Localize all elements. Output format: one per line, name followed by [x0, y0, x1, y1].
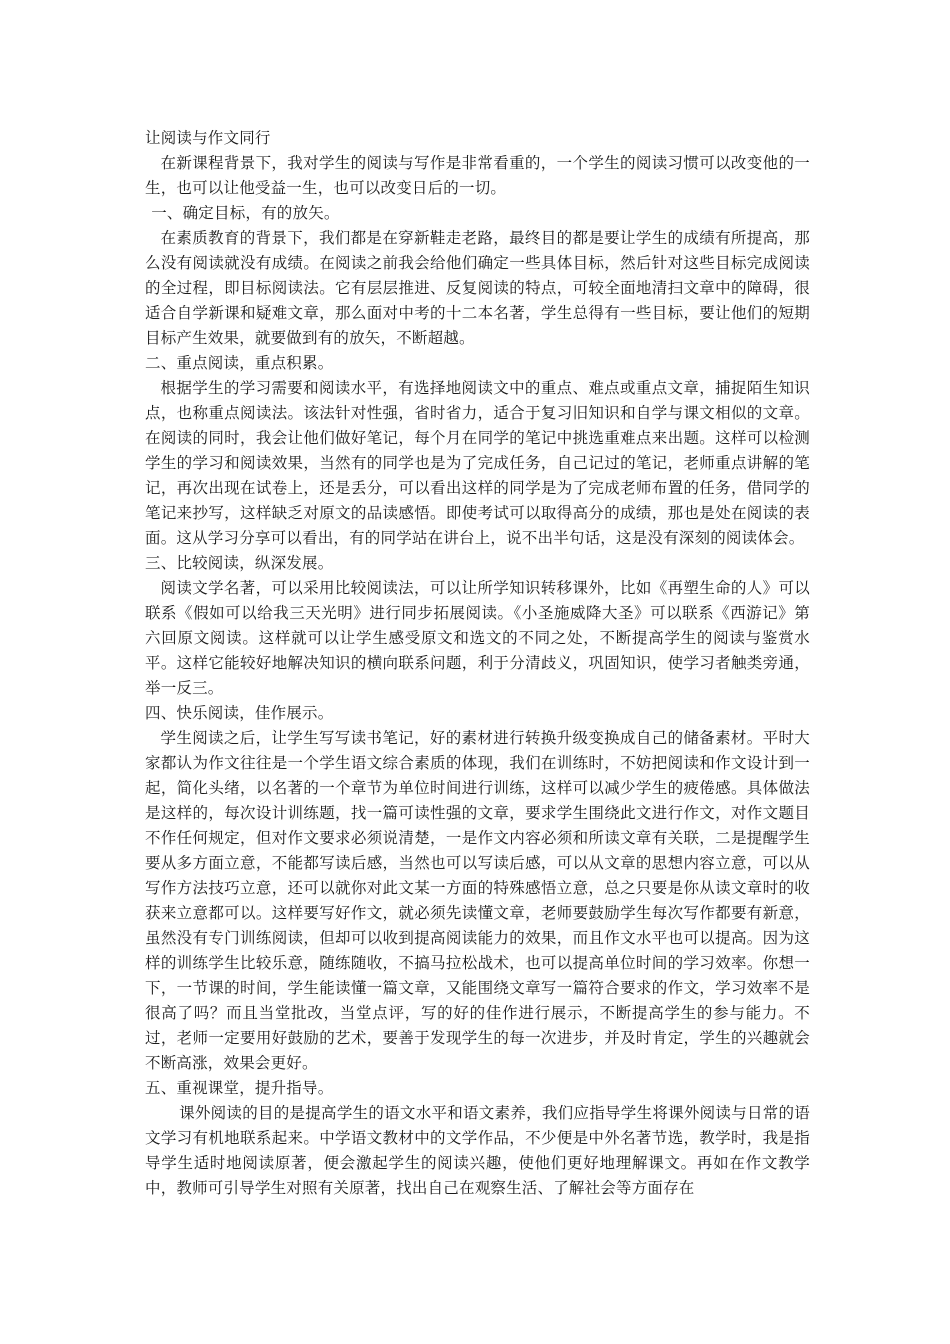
section-heading: 一、确定目标，有的放矢。	[151, 204, 340, 222]
section-paragraph: 课外阅读的目的是提高学生的语文水平和语文素养，我们应指导学生将课外阅读与日常的语文学习有机地联系起来。中学语文教材中的文学作品，不少便是中外名著节选，教学时，我是指导学生适时地阅读原著，便会激起学生的阅读兴趣，使他们更好地理解课文。再如在作文教学中，教师可引导学生对照有关原著，找出自己在观察生活、了解社会等方面存在	[145, 1104, 810, 1197]
document-page	[145, 126, 810, 1201]
section-paragraph: 学生阅读之后，让学生写写读书笔记，好的素材进行转换升级变换成自己的储备素材。平时大家都认为作文往往是一个学生语文综合素质的体现，我们在训练时，不妨把阅读和作文设计到一起，简化头绪，以名著的一个章节为单位时间进行训练，这样可以减少学生的疲倦感。具体做法是这样的，每次设计训练题，找一篇可读性强的文章，要求学生围绕此文进行作文，对作文题目不作任何规定，但对作文要求必须说清楚，一是作文内容必须和所读文章有关联，二是提醒学生要从多方面立意，不能都写读后感，当然也可以写读后感，可以从文章的思想内容立意，可以从写作方法技巧立意，还可以就你对此文某一方面的特殊感悟立意，总之只要是你从读文章时的收获来立意都可以。这样要写好作文，就必须先读懂文章，老师要鼓励学生每次写作都要有新意，虽然没有专门训练阅读，但却可以收到提高阅读能力的效果，而且作文水平也可以提高。因为这样的训练学生比较乐意，随练随收，不搞马拉松战术，也可以提高单位时间的学习效率。你想一下，一节课的时间，学生能读懂一篇文章，又能围绕文章写一篇符合要求的作文，学习效率不是很高了吗？而且当堂批改，当堂点评，写的好的佳作进行展示，不断提高学生的参与能力。不过，老师一定要用好鼓励的艺术，要善于发现学生的每一次进步，并及时肯定，学生的兴趣就会不断高涨，效果会更好。	[145, 729, 810, 1072]
section-heading: 二、重点阅读，重点积累。	[145, 354, 334, 372]
intro-paragraph: 在新课程背景下，我对学生的阅读与写作是非常看重的，一个学生的阅读习惯可以改变他的一生，也可以让他受益一生，也可以改变日后的一切。	[145, 154, 810, 197]
section-paragraph: 阅读文学名著，可以采用比较阅读法，可以让所学知识转移课外，比如《再塑生命的人》可以联系《假如可以给我三天光明》进行同步拓展阅读。《小圣施威降大圣》可以联系《西游记》第六回原文阅读。这样就可以让学生感受原文和选文的不同之处，不断提高学生的阅读与鉴赏水平。这样它能较好地解决知识的横向联系问题，利于分清歧义，巩固知识，使学习者触类旁通，举一反三。	[145, 579, 810, 697]
document-title: 让阅读与作文同行	[145, 129, 271, 147]
section-heading: 三、比较阅读，纵深发展。	[145, 554, 334, 572]
section-heading: 五、重视课堂，提升指导。	[145, 1079, 334, 1097]
section-paragraph: 根据学生的学习需要和阅读水平，有选择地阅读文中的重点、难点或重点文章，捕捉陌生知识点，也称重点阅读法。该法针对性强，省时省力，适合于复习旧知识和自学与课文相似的文章。在阅读的同时，我会让他们做好笔记，每个月在同学的笔记中挑选重难点来出题。这样可以检测学生的学习和阅读效果，当然有的同学也是为了完成任务，自己记过的笔记，老师重点讲解的笔记，再次出现在试卷上，还是丢分，可以看出这样的同学是为了完成老师布置的任务，借同学的笔记来抄写，这样缺乏对原文的品读感悟。即使考试可以取得高分的成绩，那也是处在阅读的表面。这从学习分享可以看出，有的同学站在讲台上，说不出半句话，这是没有深刻的阅读体会。	[145, 379, 810, 547]
section-paragraph: 在素质教育的背景下，我们都是在穿新鞋走老路，最终目的都是要让学生的成绩有所提高，那么没有阅读就没有成绩。在阅读之前我会给他们确定一些具体目标，然后针对这些目标完成阅读的全过程，即目标阅读法。它有层层推进、反复阅读的特点，可较全面地清扫文章中的障碍，很适合自学新课和疑难文章，那么面对中考的十二本名著，学生总得有一些目标，要让他们的短期目标产生效果，就要做到有的放矢，不断超越。	[145, 229, 810, 347]
section-heading: 四、快乐阅读，佳作展示。	[145, 704, 334, 722]
